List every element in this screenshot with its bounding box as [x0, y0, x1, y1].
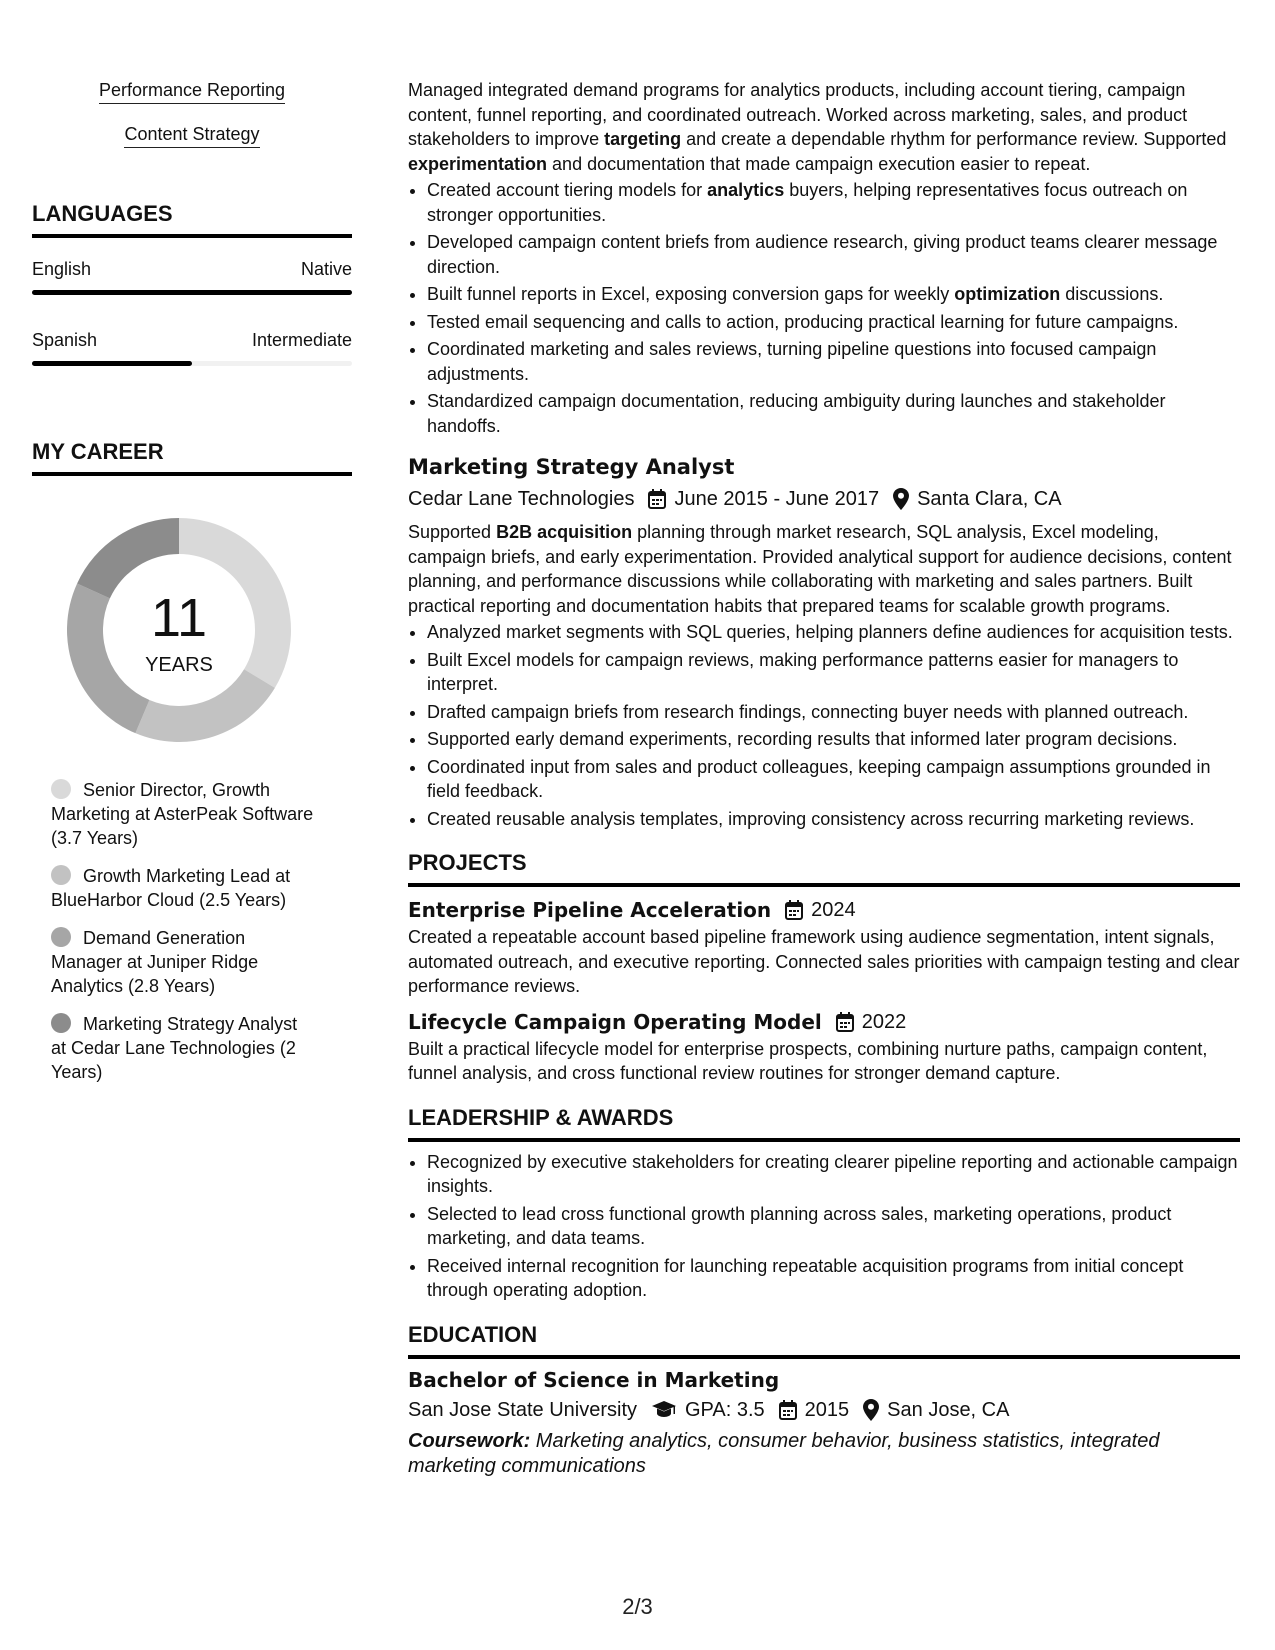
language-proficiency-bar [32, 290, 352, 295]
legend-dot [51, 1013, 71, 1033]
degree-title: Bachelor of Science in Marketing [408, 1367, 780, 1392]
map-pin-icon [863, 1399, 879, 1421]
bullet-item: • Built funnel reports in Excel, exposing conversion gaps for weekly optimization discussions. [427, 282, 1240, 307]
project-year: 2022 [861, 1010, 907, 1033]
award-item: • Received internal recognition for launching repeatable acquisition programs from initial concept through operating adoption. [427, 1254, 1240, 1303]
career-legend-label: Growth Marketing Lead at BlueHarbor Cloud (2.5 Years) [51, 866, 291, 910]
career-legend-label: Marketing Strategy Analyst at Cedar Lane Technologies (2 Years) [51, 1014, 298, 1082]
job-dates: June 2015 - June 2017 [674, 488, 880, 510]
career-legend-label: Senior Director, Growth Marketing at AsterPeak Software (3.7 Years) [51, 780, 314, 848]
bullet-item: • Developed campaign content briefs from audience research, giving product teams clearer message direction. [427, 230, 1240, 279]
map-pin-icon [893, 488, 909, 510]
language-item [32, 258, 352, 295]
project-title: Enterprise Pipeline Acceleration [408, 898, 772, 922]
bullet-item: • Supported early demand experiments, recording results that informed later program decisions. [427, 727, 1240, 752]
skill-tag: Content Strategy [124, 122, 259, 148]
left-column [32, 78, 352, 1098]
coursework [408, 1429, 1240, 1479]
bullet-item: • Built Excel models for campaign reviews, making performance patterns easier for managers to interpret. [427, 648, 1240, 697]
career-heading: MY CAREER [32, 438, 352, 476]
bullet-item: • Coordinated marketing and sales reviews, turning pipeline questions into focused campaign adjustments. [427, 337, 1240, 386]
calendar-icon [785, 900, 803, 920]
skill-tag: Performance Reporting [99, 78, 285, 104]
calendar-icon [779, 1400, 797, 1420]
coursework-text: Marketing analytics, consumer behavior, business statistics, integrated marketing communications [408, 1429, 1160, 1477]
bullet-item: • Coordinated input from sales and product colleagues, keeping campaign assumptions grounded in field feedback. [427, 755, 1240, 804]
language-proficiency-fill [32, 361, 192, 366]
project-title: Lifecycle Campaign Operating Model [408, 1009, 822, 1034]
career-legend-item [51, 1012, 316, 1084]
career-legend-item [51, 926, 316, 998]
job-company: Cedar Lane Technologies [408, 488, 635, 510]
projects-heading: PROJECTS [408, 849, 1240, 887]
project-description: Created a repeatable account based pipeline framework using audience segmentation, intent signals, automated outreach, and executive reporting. Connected sales priorities with campaign testing and clear performance reviews. [408, 927, 1240, 996]
bullet-item: • Standardized campaign documentation, reducing ambiguity during launches and stakeholder handoffs. [427, 389, 1240, 438]
job-summary: Supported B2B acquisition planning through market research, SQL analysis, Excel modeling, campaign briefs, and early experimentation. Provided analytical support for audience decisions, content planning, and performance discussions while collaborating with marketing and sales partners. Built practical reporting and documentation habits that prepared teams for scalable growth programs. [408, 522, 1232, 616]
career-legend-item [51, 778, 316, 850]
calendar-icon [836, 1012, 854, 1032]
language-item [32, 329, 352, 366]
project-item [408, 895, 1240, 999]
right-column [408, 78, 1240, 1479]
career-legend [51, 778, 316, 1084]
education-heading: EDUCATION [408, 1321, 1240, 1359]
job-bullets [408, 178, 1240, 438]
legend-dot [51, 927, 71, 947]
career-legend-item [51, 864, 316, 912]
language-proficiency-fill [32, 290, 352, 295]
language-level: Native [300, 259, 352, 279]
legend-dot [51, 865, 71, 885]
language-name: Spanish [32, 330, 98, 350]
language-level: Intermediate [251, 330, 352, 350]
job-bullets [408, 620, 1240, 831]
award-item: • Selected to lead cross functional growth planning across sales, marketing operations, product marketing, and data teams. [427, 1202, 1240, 1251]
career-total-years: 11 [150, 588, 208, 648]
language-proficiency-bar [32, 361, 352, 366]
school-location: San Jose, CA [887, 1398, 1010, 1421]
job-summary: Managed integrated demand programs for analytics products, including account tiering, campaign content, funnel reporting, and coordinated outreach. Worked across marketing, sales, and product stakeholders to improve targeting and create a dependable rhythm for performance review. Supported experimentation and documentation that made campaign execution easier to repeat. [408, 80, 1227, 174]
career-legend-label: Demand Generation Manager at Juniper Ridge Analytics (2.8 Years) [51, 928, 259, 996]
languages-heading: LANGUAGES [32, 200, 352, 238]
education-meta [408, 1395, 1240, 1425]
career-years-label: YEARS [145, 654, 213, 676]
job-location: Santa Clara, CA [917, 488, 1062, 510]
legend-dot [51, 779, 71, 799]
bullet-item: • Created reusable analysis templates, improving consistency across recurring marketing reviews. [427, 807, 1240, 832]
bullet-item: • Drafted campaign briefs from research findings, connecting buyer needs with planned outreach. [427, 700, 1240, 725]
project-item [408, 1007, 1240, 1086]
coursework-label: Coursework: [408, 1429, 531, 1452]
graduation-cap-icon [651, 1400, 677, 1420]
career-donut-chart [65, 516, 293, 744]
bullet-item: • Tested email sequencing and calls to action, producing practical learning for future campaigns. [427, 310, 1240, 335]
gpa: GPA: 3.5 [685, 1398, 765, 1421]
bullet-item: • Analyzed market segments with SQL queries, helping planners define audiences for acquisition tests. [427, 620, 1240, 645]
awards-heading: LEADERSHIP & AWARDS [408, 1104, 1240, 1142]
calendar-icon [648, 489, 666, 509]
school-name: San Jose State University [408, 1398, 637, 1421]
awards-list [408, 1150, 1240, 1303]
page-number: 2/3 [622, 1594, 653, 1619]
project-description: Built a practical lifecycle model for enterprise prospects, combining nurture paths, campaign content, funnel analysis, and cross functional review routines for stronger demand capture. [408, 1038, 1208, 1083]
bullet-item: • Created account tiering models for analytics buyers, helping representatives focus outreach on stronger opportunities. [427, 178, 1240, 227]
language-name: English [32, 259, 92, 279]
job-meta [408, 484, 1240, 514]
graduation-year: 2015 [804, 1398, 850, 1421]
project-year: 2024 [811, 899, 856, 921]
job-title: Marketing Strategy Analyst [408, 455, 735, 479]
award-item: • Recognized by executive stakeholders for creating clearer pipeline reporting and actionable campaign insights. [427, 1150, 1240, 1199]
